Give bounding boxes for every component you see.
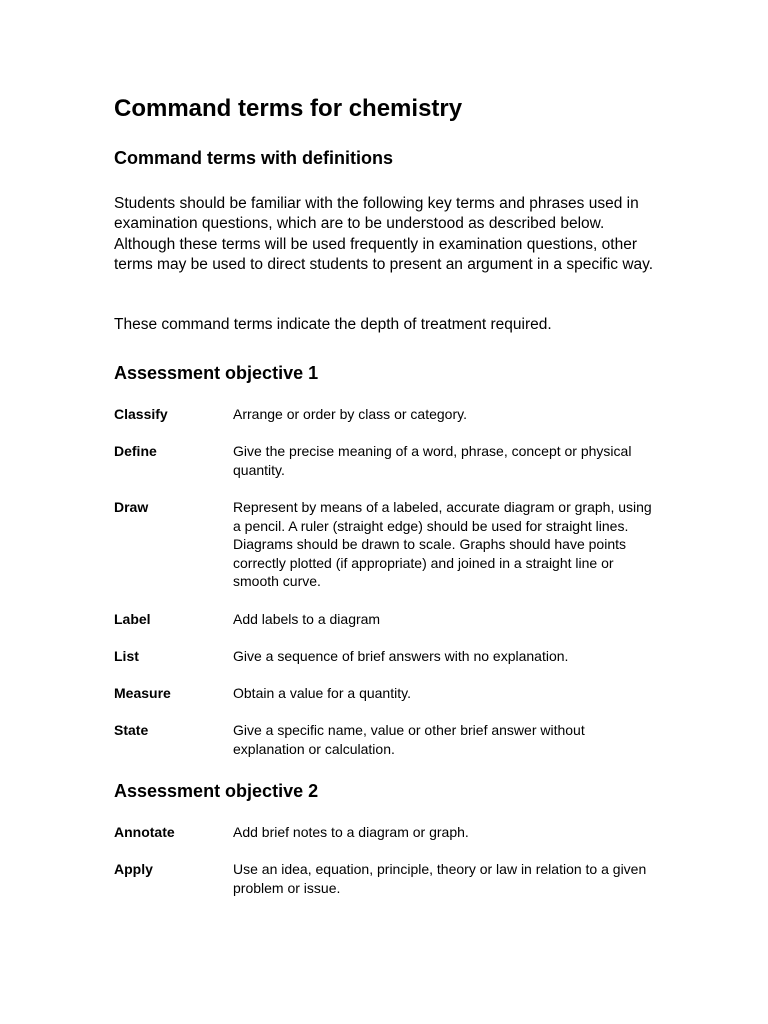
term-label: Label (114, 611, 151, 627)
term-label: List (114, 648, 139, 664)
term-definition: Give a specific name, value or other brief answer without explanation or calculation. (233, 722, 585, 757)
term-label: Measure (114, 685, 171, 701)
depth-note: These command terms indicate the depth of treatment required. (114, 316, 552, 333)
term-label: Annotate (114, 824, 175, 840)
term-label: Define (114, 443, 157, 459)
term-label: Draw (114, 499, 149, 515)
term-definition: Add brief notes to a diagram or graph. (233, 824, 469, 840)
term-definition: Use an idea, equation, principle, theory or law in relation to a given problem or issue. (233, 861, 647, 896)
term-label: State (114, 722, 149, 738)
term-label: Classify (114, 406, 168, 422)
section-heading-ao2: Assessment objective 2 (114, 781, 319, 801)
term-label: Apply (114, 861, 153, 877)
term-definition: Obtain a value for a quantity. (233, 685, 411, 701)
term-definition: Give a sequence of brief answers with no explanation. (233, 648, 569, 664)
section-heading-ao1: Assessment objective 1 (114, 363, 319, 383)
page-title: Command terms for chemistry (114, 95, 463, 122)
term-definition: Arrange or order by class or category. (233, 406, 467, 422)
page-subtitle: Command terms with definitions (114, 148, 394, 168)
term-definition: Represent by means of a labeled, accurate diagram or graph, using a pencil. A ruler (straight edge) should be used for straight lines. Diagrams should be drawn to scale. Graphs should have points correctly plotted (if appropriate) and joined in a straight line or smooth curve. (233, 499, 652, 590)
term-definition: Give the precise meaning of a word, phrase, concept or physical quantity. (233, 443, 632, 478)
term-definition: Add labels to a diagram (233, 611, 381, 627)
intro-paragraph: Students should be familiar with the following key terms and phrases used in examination questions, which are to be understood as described below. Although these terms will be used frequently in examination questions, other terms may be used to direct students to present an argument in a specific way. (114, 195, 654, 273)
